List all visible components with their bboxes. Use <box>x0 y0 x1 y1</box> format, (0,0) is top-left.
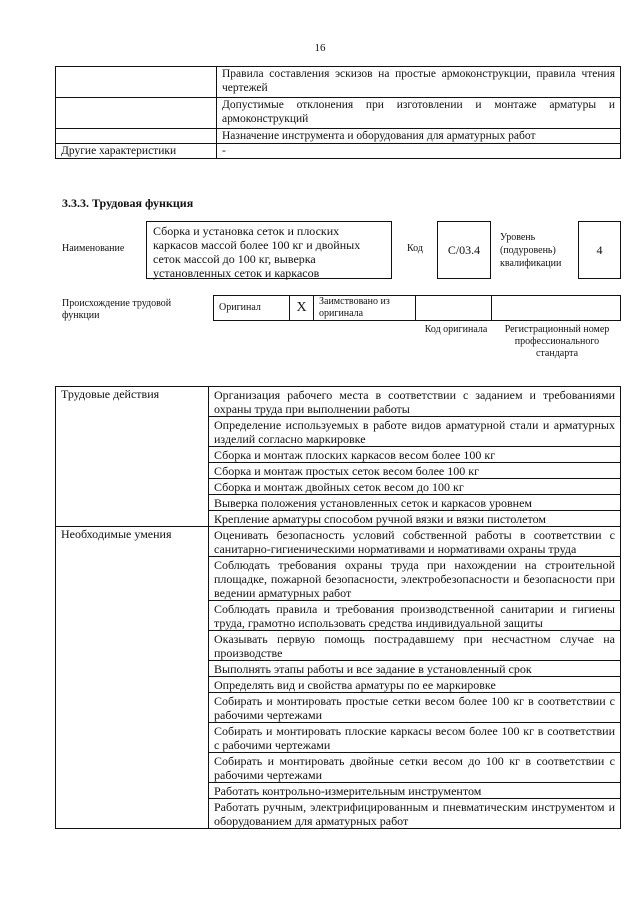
skill-item: Работать контрольно-измерительным инструментом <box>209 783 621 799</box>
knowledge-continuation-table <box>55 66 621 159</box>
origin-label: Происхождение трудовой функции <box>62 298 172 321</box>
knowledge-item: Правила составления эскизов на простые армоконструкции, правила чтения чертежей <box>217 67 621 98</box>
other-characteristics-value: - <box>217 144 621 159</box>
registration-number-cell <box>492 296 621 321</box>
knowledge-item: Назначение инструмента и оборудования для арматурных работ <box>217 129 621 144</box>
labor-action-item: Организация рабочего места в соответствии с заданием и требованиями охраны труда при выполнении работы <box>209 387 621 417</box>
origin-table <box>213 295 621 321</box>
other-characteristics-label: Другие характеристики <box>56 144 217 159</box>
original-code-caption: Код оригинала <box>424 324 488 335</box>
labor-action-item: Сборка и монтаж двойных сеток весом до 100 кг <box>209 479 621 495</box>
labor-action-item: Крепление арматуры способом ручной вязки и вязки пистолетом <box>209 511 621 527</box>
original-label: Оригинал <box>214 296 290 321</box>
labor-actions-label: Трудовые действия <box>56 387 209 527</box>
original-mark: X <box>290 296 314 321</box>
function-code-box: C/03.4 <box>437 221 491 279</box>
section-title: 3.3.3. Трудовая функция <box>62 196 194 210</box>
skill-item: Оценивать безопасность условий собственной работы в соответствии с санитарно-гигиеническими нормативами и нормативами охраны труда <box>209 527 621 557</box>
function-name-box: Сборка и установка сеток и плоских каркасов массой более 100 кг и двойных сеток массой до 100 кг, выверка установленных сеток и каркасов <box>146 221 392 279</box>
labor-action-item: Определение используемых в работе видов арматурной стали и арматурных изделий согласно маркировке <box>209 417 621 447</box>
qualification-level-box: 4 <box>578 221 621 279</box>
skill-item: Соблюдать требования охраны труда при нахождении на строительной площадке, пожарной безопасности, электробезопасности и безопасности при ведении арматурных работ <box>209 557 621 601</box>
skill-item: Соблюдать правила и требования производственной санитарии и гигиены труда, грамотно использовать средства индивидуальной защиты <box>209 601 621 631</box>
empty-cell <box>56 98 217 129</box>
borrowed-label: Заимствовано из оригинала <box>314 296 416 321</box>
page-number: 16 <box>314 42 326 54</box>
registration-number-caption: Регистрационный номер профессионального стандарта <box>504 324 610 359</box>
required-skills-label: Необходимые умения <box>56 527 209 829</box>
skill-item: Собирать и монтировать плоские каркасы весом более 100 кг в соответствии с рабочими чертежами <box>209 723 621 753</box>
skill-item: Собирать и монтировать двойные сетки весом до 100 кг в соответствии с рабочими чертежами <box>209 753 621 783</box>
function-details-table <box>55 386 621 829</box>
code-label: Код <box>407 243 423 254</box>
name-label: Наименование <box>62 243 125 254</box>
skill-item: Выполнять этапы работы и все задание в установленный срок <box>209 661 621 677</box>
knowledge-item: Допустимые отклонения при изготовлении и монтаже арматуры и армоконструкций <box>217 98 621 129</box>
labor-action-item: Сборка и монтаж плоских каркасов весом более 100 кг <box>209 447 621 463</box>
skill-item: Оказывать первую помощь пострадавшему при несчастном случае на производстве <box>209 631 621 661</box>
labor-action-item: Выверка положения установленных сеток и каркасов уровнем <box>209 495 621 511</box>
labor-action-item: Сборка и монтаж простых сеток весом более 100 кг <box>209 463 621 479</box>
skill-item: Собирать и монтировать простые сетки весом более 100 кг в соответствии с рабочими чертежами <box>209 693 621 723</box>
qualification-level-label: Уровень (подуровень) квалификации <box>500 232 562 269</box>
skill-item: Определять вид и свойства арматуры по ее маркировке <box>209 677 621 693</box>
empty-cell <box>56 67 217 98</box>
skill-item: Работать ручным, электрифицированным и пневматическим инструментом и оборудованием для арматурных работ <box>209 799 621 829</box>
original-code-cell <box>416 296 492 321</box>
empty-cell <box>56 129 217 144</box>
